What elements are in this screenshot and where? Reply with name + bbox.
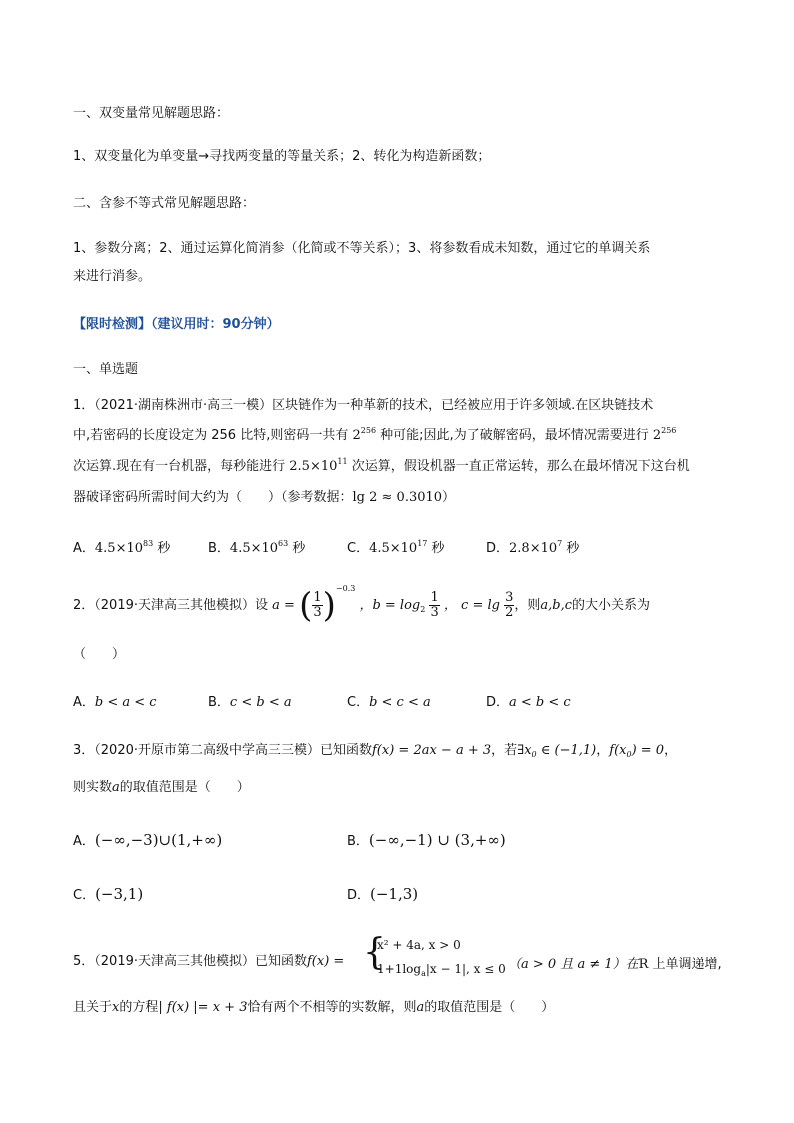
double-variable-methods: 1、双变量化为单变量→寻找两变量的等量关系；2、转化为构造新函数； [73, 149, 491, 164]
option-label: A． [73, 695, 95, 710]
fraction-denominator: 2 [505, 605, 514, 620]
option-label: B． [347, 834, 369, 849]
rate-exponent: 11 [337, 457, 348, 466]
option-label: B． [208, 695, 230, 710]
q1-text: 种可能;因此,为了破解密码，最坏情况需要进行 [376, 428, 653, 443]
option-label: A． [73, 834, 95, 849]
rate-mantissa: 2.5×10 [289, 459, 338, 474]
q1-text: 中,若密码的长度设定为 256 比特,则密码一共有 [73, 428, 353, 443]
q3-line1 [73, 742, 677, 760]
power-base: 2 [352, 428, 361, 443]
option-label: C． [73, 888, 96, 903]
interval: ∈ (−1,1) [536, 743, 597, 758]
exists-symbol: ∃x [517, 743, 532, 758]
power-two [352, 428, 376, 443]
q2-variables: a,b,c [540, 598, 573, 613]
rate [289, 459, 347, 474]
q3-text: ， [596, 743, 610, 758]
piecewise-case-1: x² + 4a, x > 0 [377, 938, 461, 952]
option-label: B． [208, 541, 230, 556]
q5-text: 且关于 [73, 1000, 113, 1015]
a-exponent: −0.3 [335, 584, 356, 593]
q1-option-d[interactable] [486, 537, 579, 556]
q5-equation: | f(x) |= x + 3 [158, 1000, 248, 1015]
q2-answer-blank: （ ） [73, 647, 126, 662]
real-set: R [638, 957, 649, 972]
power-exponent: 256 [360, 426, 377, 435]
q3-option-b[interactable] [347, 830, 506, 849]
q2-source: 2．（2019·天津高三其他模拟）设 [73, 598, 268, 613]
q2-option-a[interactable] [73, 691, 157, 710]
q3-text: ， [664, 743, 678, 758]
option-exponent: 83 [143, 539, 154, 548]
q3-text: 则实数 [73, 780, 113, 795]
option-unit: 秒 [431, 541, 445, 556]
q1-source: 1．（2021·湖南株洲市·高三一模） [73, 398, 273, 413]
q5-text: 恰有两个不相等的实数解，则 [247, 1000, 417, 1015]
option-mantissa: 4.5×10 [229, 541, 279, 556]
c-definition: ， c = lg [443, 598, 500, 613]
parameter-methods-line1: 1、参数分离；2、通过运算化简消参（化简或不等关系）；3、将参数看成未知数，通过它的单调关系 [73, 241, 651, 256]
q1-line4 [73, 489, 455, 507]
test-title: 【限时检测】 [73, 317, 152, 332]
option-label: C． [347, 695, 370, 710]
q3-function: f(x) = 2ax − a + 3 [372, 743, 492, 758]
q5-source: 5．（2019·天津高三其他模拟）已知函数 [73, 954, 307, 969]
q5-text: 的方程 [119, 1000, 159, 1015]
q5-function-name: f(x) = [307, 954, 345, 969]
piecewise-case-2 [377, 962, 506, 976]
option-exponent: 7 [557, 539, 563, 548]
q5-text: 上单调递增, [648, 957, 722, 972]
option-unit: 秒 [292, 541, 306, 556]
case2-log: 1+1log [377, 962, 422, 976]
power-base: 2 [652, 428, 662, 443]
suggested-time: （建议用时：90分钟） [151, 317, 280, 332]
q3-fx0 [609, 743, 664, 758]
q3-line2 [73, 779, 250, 797]
subscript: 0 [531, 750, 537, 759]
option-unit: 秒 [157, 541, 171, 556]
option-label: A． [73, 541, 95, 556]
case2-tail: |x − 1|, x ≤ 0 [425, 962, 506, 976]
section-title: 一、单选题 [73, 362, 139, 377]
option-expression: (−1,3) [370, 885, 419, 903]
q1-line3 [73, 458, 690, 476]
q3-text: 的取值范围是（ ） [119, 780, 250, 795]
c-fraction [504, 591, 514, 620]
q2-option-b[interactable] [208, 691, 292, 710]
option-label: D． [486, 541, 510, 556]
q2-line1 [73, 586, 650, 630]
piecewise-brace: { [363, 932, 386, 973]
q3-exists [517, 743, 596, 758]
q3-option-a[interactable] [73, 830, 222, 849]
option-mantissa: 4.5×10 [369, 541, 418, 556]
section-heading-parameter-inequality: 二、含参不等式常见解题思路： [73, 196, 256, 211]
q2-option-d[interactable] [486, 691, 571, 710]
power-exponent: 256 [661, 426, 677, 435]
option-expression: c < b < a [229, 695, 292, 710]
log-base: a [421, 969, 426, 978]
q3-var-a: a [112, 780, 120, 795]
q1-option-c[interactable] [347, 537, 445, 556]
fraction-denominator: 3 [313, 605, 322, 620]
fraction-denominator: 3 [430, 605, 439, 620]
q5-var-x: x [112, 1000, 120, 1015]
option-expression: a < b < c [509, 695, 571, 710]
q1-option-a[interactable] [73, 537, 170, 556]
b-fraction [429, 591, 439, 620]
right-paren: ) [322, 585, 336, 626]
option-mantissa: 2.8×10 [509, 541, 558, 556]
q1-line1 [73, 397, 653, 415]
q1-line2 [73, 427, 676, 445]
q5-condition-text: （a > 0 且 a ≠ 1）在 [508, 957, 639, 972]
fraction-numerator: 1 [313, 590, 322, 605]
fraction-numerator: 1 [430, 590, 439, 605]
q1-text: 器破译密码所需时间大约为（ ）（参考数据： [73, 490, 353, 505]
q3-option-c[interactable] [73, 884, 143, 903]
subscript: 0 [626, 750, 632, 759]
test-header [73, 316, 280, 334]
q5-text: 的取值范围是（ ） [424, 1000, 555, 1015]
q1-text: ） [442, 490, 456, 505]
q5-condition [508, 953, 722, 972]
q5-line1-start [73, 953, 344, 971]
q3-option-d[interactable] [347, 884, 418, 903]
q2-text: 的大小关系为 [572, 598, 651, 613]
q3-source: 3．（2020·开原市第二高级中学高三三模）已知函数 [73, 743, 372, 758]
q2-text: ，则 [514, 598, 541, 613]
option-exponent: 63 [278, 539, 289, 548]
option-expression: (−∞,−1) ∪ (3,+∞) [368, 831, 506, 849]
option-label: D． [486, 695, 510, 710]
b-definition: ，b = log [359, 598, 421, 613]
option-expression: b < a < c [94, 695, 157, 710]
left-paren: ( [299, 585, 313, 626]
q1-text: 次运算.现在有一台机器，每秒能进行 [73, 459, 290, 474]
q1-option-b[interactable] [208, 537, 305, 556]
q5-var-a: a [416, 1000, 425, 1015]
q5-line2 [73, 999, 554, 1017]
q1-text: 区块链作为一种革新的技术，已经被应用于许多领域.在区块链技术 [272, 398, 654, 413]
option-expression: (−∞,−3)∪(1,+∞) [94, 831, 223, 849]
q2-option-c[interactable] [347, 691, 431, 710]
reference-data: lg 2 ≈ 0.3010 [352, 490, 443, 505]
option-label: D． [347, 888, 371, 903]
option-exponent: 17 [417, 539, 428, 548]
option-label: C． [347, 541, 370, 556]
a-definition: a = [272, 598, 295, 613]
log-base: 2 [420, 605, 426, 614]
fx0: f(x [609, 743, 627, 758]
fx0-tail: ) = 0 [631, 743, 665, 758]
power-two [653, 428, 677, 443]
option-expression: (−3,1) [95, 885, 144, 903]
q3-text: ，若 [491, 743, 518, 758]
fraction-numerator: 3 [505, 590, 514, 605]
q1-text: 次运算，假设机器一直正常运转，那么在最坏情况下这台机 [347, 459, 690, 474]
parameter-methods-line2: 来进行消参。 [73, 269, 152, 284]
option-mantissa: 4.5×10 [94, 541, 144, 556]
option-expression: b < c < a [369, 695, 431, 710]
section-heading-double-variable: 一、双变量常见解题思路： [73, 106, 230, 121]
option-unit: 秒 [566, 541, 580, 556]
one-third-fraction [312, 591, 322, 620]
